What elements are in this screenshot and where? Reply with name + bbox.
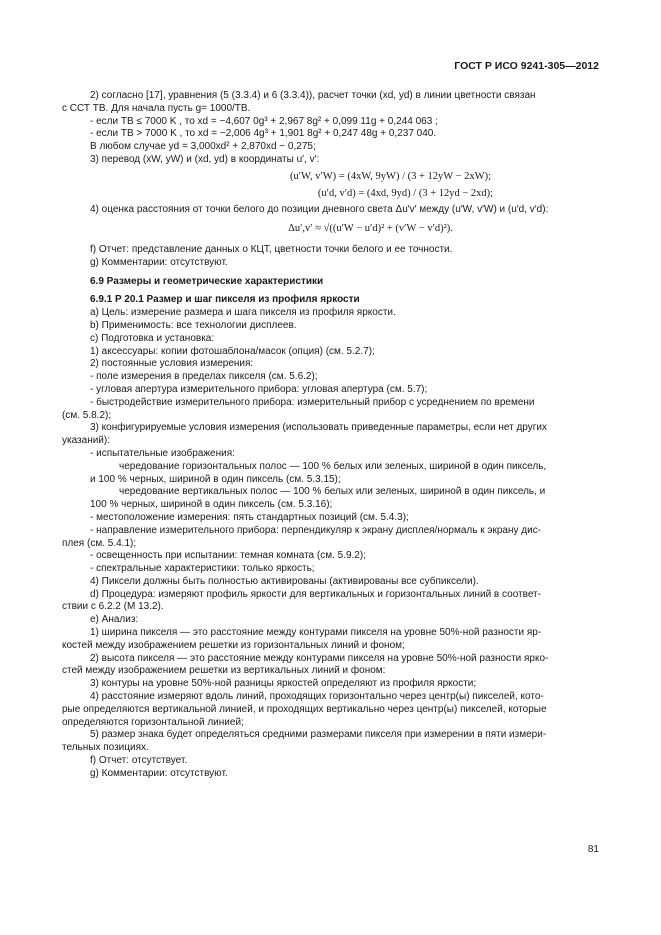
text-line: указаний): <box>62 435 110 447</box>
text-line: плея (см. 5.4.1); <box>62 537 137 549</box>
text-line: b) Применимость: все технологии дисплеев. <box>90 319 297 331</box>
text-line: костей между изображением решетки из горизонтальных линий и фоном; <box>62 639 405 651</box>
text-line: - если TB ≤ 7000 K , то xd = −4,607 0g³ + 2,967 8g² + 0,099 11g + 0,244 063 ; <box>90 115 438 127</box>
text-line: рые определяются вертикальной линией, и проходящих вертикально через центр(ы) пикселей, которые <box>62 703 547 715</box>
text-line: - угловая апертура измерительного прибора: угловая апертура (см. 5.7); <box>90 383 428 395</box>
text-line: g) Комментарии: отсутствуют. <box>90 767 228 779</box>
text-line: - спектральные характеристики: только яркость; <box>90 563 315 575</box>
page-number: 81 <box>587 844 599 855</box>
text-line: В любом случае yd = 3,000xd² + 2,870xd − 0,275; <box>90 141 316 153</box>
text-line: 6.9.1 P 20.1 Размер и шаг пикселя из профиля яркости <box>90 294 360 306</box>
text-line: и 100 % черных, шириной в один пиксель (см. 5.3.15); <box>90 473 341 485</box>
formula-line: Δu′,v′ ≈ √((u′W − u′d)² + (v′W − v′d)²). <box>288 223 453 235</box>
formula-line: (u′d, v′d) = (4xd, 9yd) / (3 + 12yd − 2xd); <box>317 187 494 199</box>
text-line: g) Комментарии: отсутствуют. <box>90 256 228 268</box>
text-line: - направление измерительного прибора: перпендикуляр к экрану дисплея/нормаль к экрану дис- <box>90 524 542 536</box>
formula-line: (u′W, v′W) = (4xW, 9yW) / (3 + 12yW − 2xW); <box>289 170 492 182</box>
text-line: - быстродействие измерительного прибора: измерительный прибор с усреднением по времени <box>90 396 535 408</box>
document-body <box>62 90 599 781</box>
text-line: тельных позициях. <box>62 742 149 754</box>
text-line: определяются горизонтальной линией; <box>62 716 244 728</box>
text-line: чередование горизонтальных полос — 100 % белых или зеленых, шириной в один пиксель, <box>119 460 547 472</box>
text-line: a) Цель: измерение размера и шага пикселя из профиля яркости. <box>90 307 396 319</box>
text-line: ствии с 6.2.2 (М 13.2). <box>62 601 164 613</box>
text-line: 1) аксессуары: копии фотошаблона/масок (опция) (см. 5.2.7); <box>90 345 375 357</box>
text-line: 2) высота пикселя — это расстояние между контурами пикселя на уровне 50%-ной разности ярко- <box>90 652 549 664</box>
text-line: с ССТ TB. Для начала пусть g= 1000/TB. <box>62 102 251 114</box>
text-line: c) Подготовка и установка: <box>90 332 215 344</box>
text-line: - если TB > 7000 K , то xd = −2,006 4g³ + 1,901 8g² + 0,247 48g + 0,237 040. <box>90 128 437 140</box>
text-line: d) Процедура: измеряют профиль яркости для вертикальных и горизонтальных линий в соответ- <box>90 588 541 600</box>
text-line: 4) Пиксели должны быть полностью активированы (активированы все субпиксели). <box>90 575 479 587</box>
document-header: ГОСТ Р ИСО 9241-305—2012 <box>454 60 599 72</box>
text-line: 2) постоянные условия измерения: <box>90 358 254 370</box>
text-line: 6.9 Размеры и геометрические характеристики <box>90 275 324 287</box>
text-line: 3) перевод (xW, yW) и (xd, yd) в координаты u′, v′: <box>90 153 320 165</box>
text-line: 2) согласно [17], уравнения (5 (3.3.4) и 6 (3.3.4)), расчет точки (xd, yd) в линии цветности связан <box>90 90 536 101</box>
text-line: f) Отчет: отсутствует. <box>90 755 188 767</box>
text-line: - освещенность при испытании: темная комната (см. 5.9.2); <box>90 550 366 562</box>
text-line: 1) ширина пикселя — это расстояние между контурами пикселя на уровне 50%-ной разности яр- <box>90 627 542 639</box>
text-line: - поле измерения в пределах пикселя (см. 5.6.2); <box>90 371 318 383</box>
text-line: 3) конфигурируемые условия измерения (использовать приведенные параметры, если нет других <box>90 422 547 434</box>
text-line: 3) контуры на уровне 50%-ной разницы яркостей определяют из профиля яркости; <box>90 678 477 690</box>
text-line: 5) размер знака будет определяться средними размерами пикселя при измерении в пяти измери- <box>90 729 547 741</box>
text-line: стей между изображением решетки из вертикальных линий и фоном: <box>62 665 386 677</box>
text-line: 4) оценка расстояния от точки белого до позиции дневного света Δu′v′ между (u′W, v′W) и (u′d, v′d): <box>90 204 549 216</box>
text-line: e) Анализ: <box>90 614 139 626</box>
text-line: 4) расстояние измеряют вдоль линий, проходящих горизонтально через центр(ы) пикселей, кото- <box>90 691 544 703</box>
text-line: - испытательные изображения: <box>90 447 235 459</box>
text-line: 100 % черных, шириной в один пиксель (см. 5.3.16); <box>90 499 333 511</box>
text-line: f) Отчет: представление данных о КЦТ, цветности точки белого и ее точности. <box>90 243 453 255</box>
text-line: чередование вертикальных полос — 100 % белых или зеленых, шириной в один пиксель, и <box>119 486 546 498</box>
text-line: (см. 5.8.2); <box>62 409 112 421</box>
text-line: - местоположение измерения: пять стандартных позиций (см. 5.4.3); <box>90 511 409 523</box>
